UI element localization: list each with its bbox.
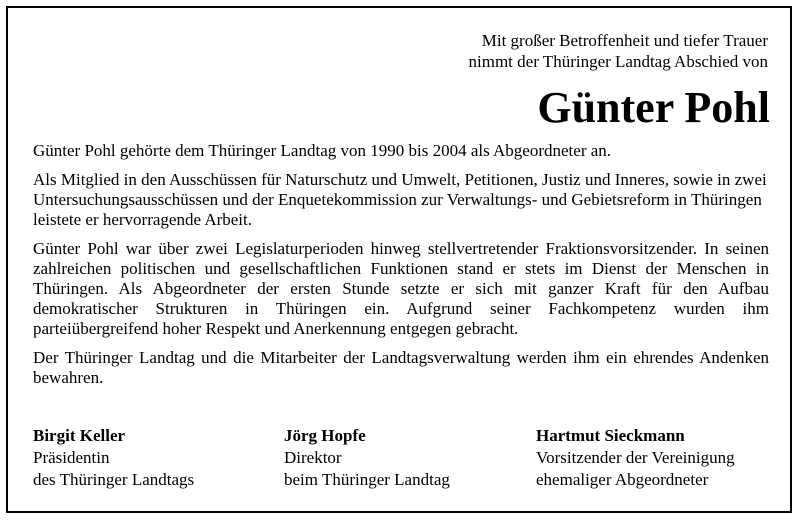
paragraph-career: Günter Pohl war über zwei Legislaturperioden hinweg stellvertretender Fraktionsvorsitzender. In seinen zahlreichen politischen und gesellschaftlichen Funktionen stand er stets im Dienst der Menschen in Thüringen. Als Abgeordneter der ersten Stunde setzte er sich mit ganzer Kraft für den Aufbau demokratischer Strukturen in Thüringen ein. Aufgrund seiner Fachkompetenz wurden ihm parteiübergreifend hoher Respekt und Anerkennung entgegen gebracht.	[33, 239, 769, 338]
signatory-role: Präsidentin	[33, 448, 110, 467]
signature-block	[536, 425, 735, 491]
signatory-org: des Thüringer Landtags	[33, 470, 195, 489]
signatory-org: ehemaliger Abgeordneter	[536, 470, 709, 489]
signatures	[33, 425, 769, 495]
signatory-role: Vorsitzender der Vereinigung	[536, 448, 735, 467]
deceased-name: Günter Pohl	[537, 83, 770, 132]
signatory-name: Hartmut Sieckmann	[536, 426, 685, 445]
intro-text	[469, 30, 768, 72]
signatory-org: beim Thüringer Landtag	[284, 470, 450, 489]
paragraph-membership: Günter Pohl gehörte dem Thüringer Landtag von 1990 bis 2004 als Abgeordneter an.	[33, 141, 612, 160]
signature-block	[284, 425, 450, 491]
signatory-name: Jörg Hopfe	[284, 426, 366, 445]
obituary-body	[33, 141, 769, 388]
signatory-name: Birgit Keller	[33, 426, 126, 445]
intro-line-1: Mit großer Betroffenheit und tiefer Trauer	[481, 31, 768, 50]
paragraph-remembrance: Der Thüringer Landtag und die Mitarbeiter der Landtagsverwaltung werden ihm ein ehrendes Andenken bewahren.	[33, 348, 769, 387]
signature-block	[33, 425, 194, 491]
signatory-role: Direktor	[284, 448, 342, 467]
paragraph-committees: Als Mitglied in den Ausschüssen für Naturschutz und Umwelt, Petitionen, Justiz und Inneres, sowie in zwei Untersuchungsausschüssen und der Enquetekommission zur Verwaltungs- und Gebietsreform in Thüringen leistete er hervorragende Arbeit.	[33, 170, 767, 229]
intro-line-2: nimmt der Thüringer Landtag Abschied von	[468, 52, 768, 71]
